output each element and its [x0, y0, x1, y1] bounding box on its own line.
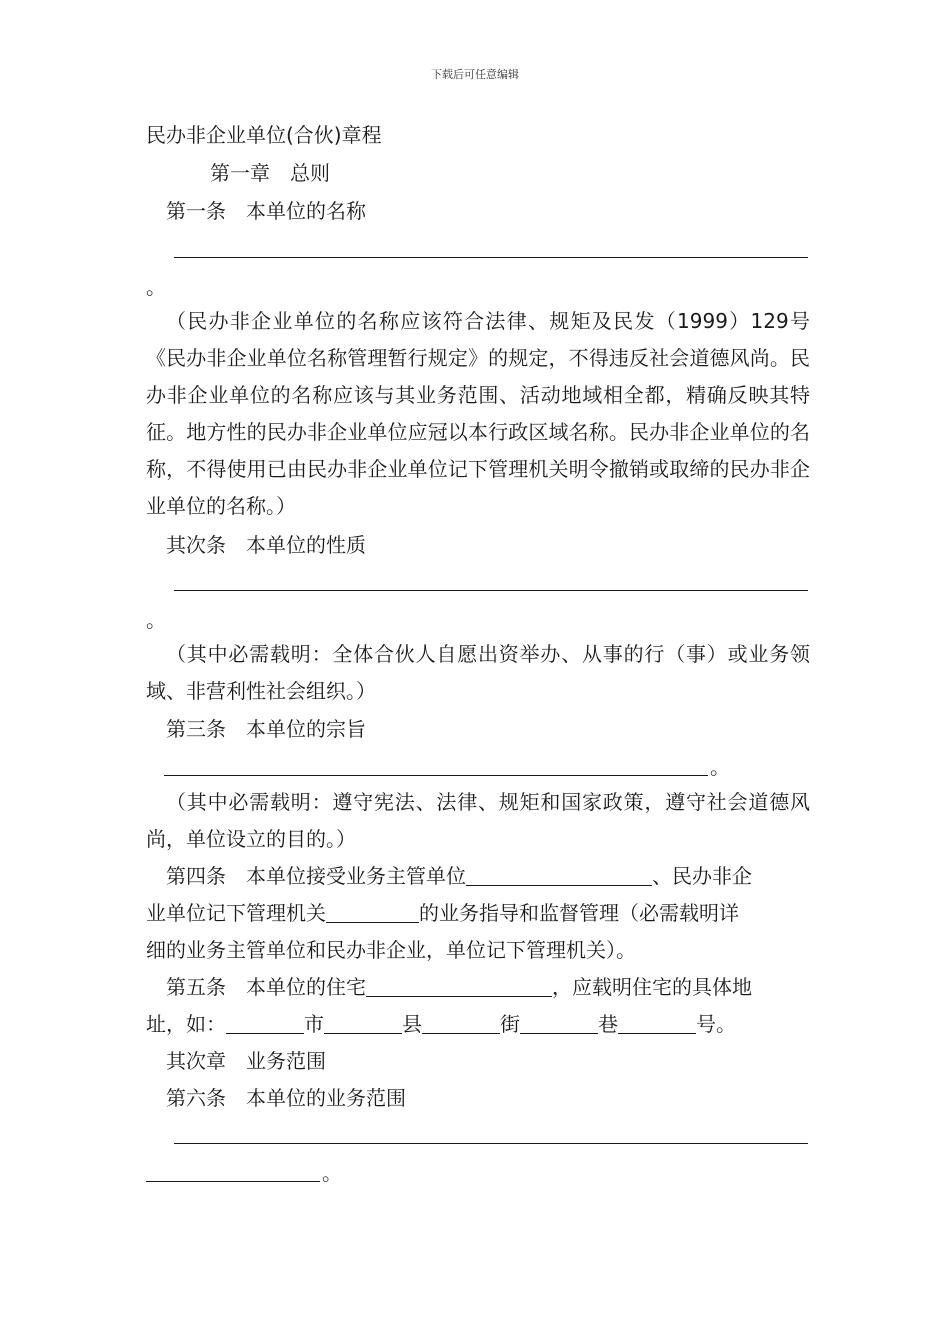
article-4-text-2: 、民办非企 [652, 864, 752, 888]
article-5-text-3: 址，如： [146, 1012, 226, 1036]
article-4-text-4: 的业务指导和监督管理（必需载明详 [419, 901, 739, 925]
article-6-scope-blank-1[interactable] [174, 1143, 808, 1144]
article-6-scope-blank-2[interactable] [146, 1181, 320, 1182]
article-5-line-1 [166, 977, 752, 997]
article-6-label: 第六条 本单位的业务范围 [166, 1086, 406, 1110]
article-4-line-3: 细的业务主管单位和民办非企业，单位记下管理机关）。 [146, 938, 636, 962]
article-5-line-2 [146, 1014, 736, 1034]
article-1-name-blank[interactable] [174, 257, 808, 258]
residence-blank[interactable] [366, 978, 552, 997]
article-3-note: （其中必需载明：遵守宪法、法律、规矩和国家政策，遵守社会道德风尚，单位设立的目的。） [146, 790, 810, 851]
article-4-line-2 [146, 903, 739, 923]
number-label: 号。 [696, 1012, 736, 1036]
document-title: 民办非企业单位(合伙)章程 [146, 123, 382, 147]
number-blank[interactable] [618, 1015, 696, 1034]
article-1-label: 第一条 本单位的名称 [166, 199, 366, 223]
chapter-1-heading: 第一章 总则 [210, 161, 330, 185]
city-label: 市 [304, 1012, 324, 1036]
article-4-text-1: 第四条 本单位接受业务主管单位 [166, 864, 466, 888]
registration-authority-blank[interactable] [326, 904, 419, 923]
county-blank[interactable] [324, 1015, 402, 1034]
page-header-watermark: 下载后可任意编辑 [431, 68, 519, 81]
article-2-note: （其中必需载明：全体合伙人自愿出资举办、从事的行（事）或业务领域、非营利性社会组织。） [146, 642, 810, 703]
city-blank[interactable] [226, 1015, 304, 1034]
article-6-period: 。 [322, 1161, 342, 1185]
street-label: 街 [500, 1012, 520, 1036]
article-2-nature-blank[interactable] [174, 590, 808, 591]
article-1-note: （民办非企业单位的名称应该符合法律、规矩及民发（1999）129号《民办非企业单位名称管理暂行规定》的规定，不得违反社会道德风尚。民办非企业单位的名称应该与其业务范围、活动地域相全都，精确反映其特征。地方性的民办非企业单位应冠以本行政区域名称。民办非企业单位的名称，不得使用已由民办非企业单位记下管理机关明令撤销或取缔的民办非企业单位的名称。） [146, 309, 810, 518]
article-2-label: 其次条 本单位的性质 [166, 533, 366, 557]
article-1-period: 。 [146, 275, 166, 299]
article-2-period: 。 [146, 608, 166, 632]
article-4-text-3: 业单位记下管理机关 [146, 901, 326, 925]
article-3-purpose-blank[interactable] [164, 775, 708, 776]
lane-blank[interactable] [520, 1015, 598, 1034]
chapter-2-heading: 其次章 业务范围 [166, 1049, 326, 1073]
street-blank[interactable] [422, 1015, 500, 1034]
article-3-period: 。 [710, 755, 730, 779]
lane-label: 巷 [598, 1012, 618, 1036]
county-label: 县 [402, 1012, 422, 1036]
article-5-text-2: ，应载明住宅的具体地 [552, 975, 752, 999]
article-3-label: 第三条 本单位的宗旨 [166, 717, 366, 741]
article-5-text-1: 第五条 本单位的住宅 [166, 975, 366, 999]
article-4-line-1 [166, 866, 752, 886]
supervisor-unit-blank[interactable] [466, 867, 652, 886]
